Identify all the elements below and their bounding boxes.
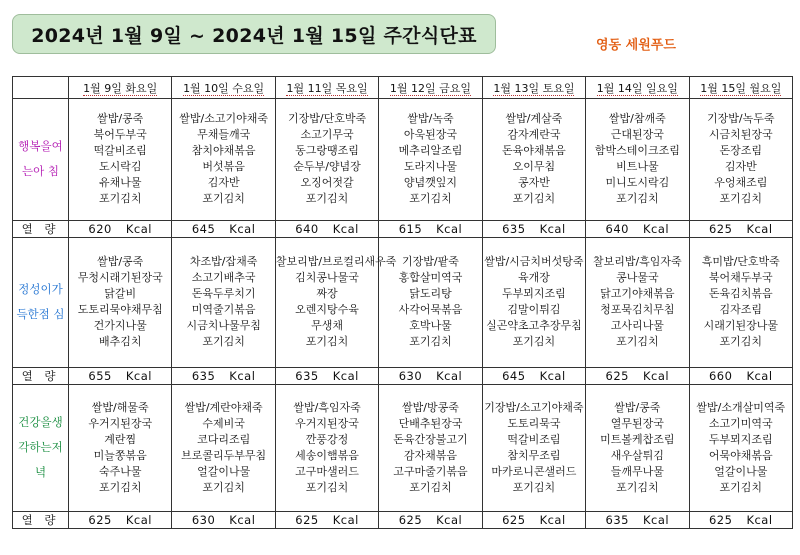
kcal-unit: Kcal	[125, 512, 152, 527]
menu-item: 포기김치	[719, 335, 763, 349]
meal-label-line: 점 심	[38, 307, 65, 322]
menu-item: 메추리알조림	[398, 144, 463, 158]
menu-item: 포기김치	[98, 192, 142, 206]
lunch-menu-cell	[275, 237, 397, 367]
kcal-number: 640	[295, 221, 319, 236]
kcal-unit: Kcal	[125, 221, 152, 236]
menu-item: 떡갈비조림	[507, 432, 561, 446]
kcal-value-cell	[586, 367, 689, 384]
menu-item: 포기김치	[512, 192, 556, 206]
kcal-unit: Kcal	[436, 368, 463, 383]
menu-item: 포기김치	[305, 335, 349, 349]
menu-item: 우거지된장국	[88, 416, 153, 430]
kcal-unit: Kcal	[539, 368, 566, 383]
menu-item: 시금치나물무침	[186, 319, 261, 333]
menu-item: 함박스테이크조림	[594, 144, 680, 158]
kcal-number: 625	[398, 512, 423, 527]
dinner-label	[13, 384, 69, 511]
menu-item: 포기김치	[512, 335, 556, 349]
menu-item: 차조밥/잡채죽	[189, 255, 258, 269]
menu-item: 쌀밥/시금치버섯탕죽	[484, 255, 584, 269]
menu-item: 닭갈비	[104, 287, 137, 301]
menu-item: 도시락김	[98, 160, 142, 174]
menu-item: 떡갈비조림	[93, 144, 147, 158]
kcal-unit: Kcal	[642, 221, 670, 236]
menu-item: 유채나물	[98, 176, 142, 190]
breakfast-menu-cell	[482, 99, 585, 221]
menu-item: 포기김치	[719, 480, 763, 494]
menu-item: 도라지나물	[403, 160, 458, 174]
menu-item: 포기김치	[305, 192, 349, 206]
menu-item: 쌀밥/콩죽	[97, 112, 144, 126]
lunch-menu-cell	[482, 237, 585, 367]
company-name: 영동 세원푸드	[596, 38, 676, 53]
menu-item: 포기김치	[616, 480, 659, 494]
kcal-number: 635	[605, 512, 629, 527]
kcal-number: 635	[191, 368, 216, 383]
menu-item: 양념깻잎지	[403, 176, 458, 190]
kcal-value-cell	[172, 367, 275, 384]
menu-item: 김치콩나물국	[295, 271, 359, 285]
menu-item: 시금치된장국	[708, 128, 773, 142]
dinner-menu-cell	[275, 384, 378, 511]
kcal-value-cell	[482, 220, 585, 237]
menu-item: 숙주나물	[98, 464, 142, 478]
kcal-unit: Kcal	[436, 512, 463, 527]
kcal-value-cell	[172, 511, 275, 528]
menu-item: 돈장조림	[719, 144, 763, 158]
kcal-value-cell	[275, 367, 378, 384]
menu-item: 고구마줄기볶음	[393, 464, 468, 478]
kcal-unit: Kcal	[436, 221, 463, 236]
kcal-unit: Kcal	[229, 512, 256, 527]
menu-item: 포기김치	[512, 480, 556, 494]
kcal-label: 열 량	[13, 220, 69, 237]
menu-item: 포기김치	[616, 192, 659, 206]
menu-item: 시래기된장나물	[703, 319, 778, 333]
menu-item: 마카로니콘샐러드	[491, 464, 577, 478]
kcal-unit: Kcal	[539, 221, 566, 236]
kcal-value-cell	[379, 511, 482, 528]
menu-item: 우거지된장국	[295, 416, 359, 430]
lunch-menu-cell	[689, 237, 792, 367]
kcal-unit: Kcal	[746, 221, 773, 236]
kcal-number: 615	[398, 221, 423, 236]
kcal-value-cell	[586, 220, 689, 237]
day-header: 1월 13일 토요일	[482, 77, 585, 99]
kcal-number: 630	[398, 368, 423, 383]
kcal-number: 625	[708, 512, 733, 527]
menu-item: 포기김치	[409, 335, 452, 349]
menu-item: 도토리묵국	[507, 416, 561, 430]
meal-label-line: 아 침	[33, 164, 59, 179]
menu-item: 돈육두루치기	[191, 287, 256, 301]
menu-item: 고구마샐러드	[295, 464, 359, 478]
menu-item: 미역줄기볶음	[191, 303, 256, 317]
menu-item: 쌀밥/콩죽	[97, 255, 144, 269]
menu-item: 돈육야채볶음	[502, 144, 566, 158]
menu-item: 포기김치	[616, 335, 659, 349]
menu-item: 무채들깨국	[197, 128, 251, 142]
menu-item: 실곤약초고추장무침	[486, 319, 582, 333]
menu-item: 소고기미역국	[708, 416, 773, 430]
lunch-menu-cell	[586, 237, 689, 367]
corner-cell	[13, 77, 69, 99]
day-header: 1월 15일 월요일	[689, 77, 792, 99]
menu-item: 포기김치	[409, 192, 452, 206]
menu-item: 쌀밥/참깨죽	[608, 112, 666, 126]
menu-item: 기장밥/소고기야채죽	[484, 400, 584, 414]
day-header: 1월 14일 일요일	[586, 77, 689, 99]
kcal-value-cell	[689, 367, 792, 384]
kcal-number: 620	[88, 221, 112, 236]
menu-item: 김자조림	[719, 303, 763, 317]
menu-item: 얼갈이나물	[714, 464, 768, 478]
menu-item: 감자계란국	[507, 128, 561, 142]
menu-item: 기장밥/팥죽	[402, 255, 459, 269]
menu-item: 포기김치	[202, 480, 245, 494]
kcal-unit: Kcal	[332, 221, 359, 236]
menu-item: 세송이햄볶음	[295, 448, 359, 462]
menu-item: 근대된장국	[610, 128, 664, 142]
breakfast-row	[13, 99, 793, 221]
lunch-menu-cell	[69, 237, 172, 367]
breakfast-menu-cell	[172, 99, 275, 221]
menu-item: 무생채	[311, 319, 343, 333]
lunch-row	[13, 237, 793, 367]
kcal-unit: Kcal	[746, 512, 773, 527]
menu-item: 두부뫼지조림	[708, 432, 773, 446]
menu-item: 호박나물	[409, 319, 452, 333]
lunch-menu-cell	[172, 237, 275, 367]
menu-item: 열무된장국	[610, 416, 664, 430]
kcal-number: 625	[708, 221, 733, 236]
menu-item: 미늘쫑볶음	[93, 448, 147, 462]
menu-item: 돈육간장불고기	[393, 432, 468, 446]
menu-item: 쌀밥/계란야채죽	[184, 400, 263, 414]
menu-item: 김말이튀김	[507, 303, 561, 317]
kcal-number: 625	[88, 512, 112, 527]
menu-item: 두부뫼지조림	[502, 287, 566, 301]
menu-item: 참치무조림	[507, 448, 561, 462]
dinner-menu-cell	[689, 384, 792, 511]
kcal-value-cell	[275, 220, 378, 237]
menu-item: 포기김치	[719, 192, 763, 206]
kcal-unit: Kcal	[229, 221, 256, 236]
lunch-label	[13, 237, 69, 367]
kcal-value-cell	[69, 220, 172, 237]
kcal-value-cell	[275, 511, 378, 528]
breakfast-kcal-row	[13, 220, 793, 237]
menu-item: 어묵야채볶음	[708, 448, 773, 462]
menu-item: 순두부/양념장	[293, 160, 361, 174]
menu-item: 오징어젓갈	[300, 176, 354, 190]
dinner-menu-cell	[482, 384, 585, 511]
menu-item: 콩나물국	[616, 271, 659, 285]
menu-item: 건가지나물	[93, 319, 147, 333]
menu-item: 계란찜	[104, 432, 137, 446]
menu-item: 우엉채조림	[714, 176, 768, 190]
dinner-menu-cell	[69, 384, 172, 511]
kcal-number: 635	[295, 368, 319, 383]
kcal-number: 635	[502, 221, 526, 236]
meal-label-line: 저 녁	[34, 440, 63, 480]
breakfast-menu-cell	[586, 99, 689, 221]
breakfast-menu-cell	[379, 99, 482, 221]
dinner-menu-cell	[586, 384, 689, 511]
kcal-number: 625	[605, 368, 629, 383]
day-header-row	[13, 77, 793, 99]
menu-item: 수제비국	[202, 416, 245, 430]
menu-item: 청포묵김치무침	[600, 303, 675, 317]
menu-item: 쌀밥/방콩죽	[402, 400, 459, 414]
breakfast-label	[13, 99, 69, 221]
menu-item: 쌀밥/소개살미역죽	[696, 400, 786, 414]
kcal-value-cell	[69, 511, 172, 528]
menu-table	[12, 76, 793, 529]
menu-item: 새우살튀김	[610, 448, 664, 462]
kcal-unit: Kcal	[539, 512, 566, 527]
kcal-unit: Kcal	[125, 368, 152, 383]
menu-item: 짜장	[316, 287, 338, 301]
kcal-unit: Kcal	[332, 368, 359, 383]
kcal-label: 열 량	[13, 367, 69, 384]
menu-item: 포기김치	[202, 192, 245, 206]
kcal-value-cell	[689, 511, 792, 528]
day-header: 1월 11일 목요일	[275, 77, 378, 99]
kcal-value-cell	[379, 367, 482, 384]
menu-item: 김자반	[207, 176, 240, 190]
meal-label-line: 건강을	[18, 415, 52, 430]
kcal-value-cell	[69, 367, 172, 384]
menu-item: 사각어묵볶음	[398, 303, 463, 317]
kcal-value-cell	[379, 220, 482, 237]
meal-label-line: 생각하는	[18, 415, 63, 455]
menu-item: 포기김치	[409, 480, 452, 494]
dinner-kcal-row	[13, 511, 793, 528]
menu-item: 닭고기야채볶음	[600, 287, 675, 301]
menu-item: 돈육김치볶음	[708, 287, 773, 301]
day-header: 1월 12일 금요일	[379, 77, 482, 99]
menu-item: 홍합살미역국	[398, 271, 463, 285]
menu-item: 육개장	[517, 271, 550, 285]
menu-item: 콩자반	[517, 176, 550, 190]
menu-item: 단배추된장국	[398, 416, 463, 430]
kcal-number: 625	[295, 512, 319, 527]
kcal-unit: Kcal	[332, 512, 359, 527]
breakfast-menu-cell	[275, 99, 378, 221]
kcal-label: 열 량	[13, 511, 69, 528]
kcal-value-cell	[689, 220, 792, 237]
day-header: 1월 9일 화요일	[69, 77, 172, 99]
menu-item: 포기김치	[98, 480, 142, 494]
day-header: 1월 10일 수요일	[172, 77, 275, 99]
meal-label-line: 가득한	[16, 282, 63, 322]
kcal-value-cell	[172, 220, 275, 237]
menu-item: 쌀밥/해물죽	[91, 400, 149, 414]
menu-item: 얼갈이나물	[197, 464, 251, 478]
kcal-unit: Kcal	[229, 368, 256, 383]
lunch-kcal-row	[13, 367, 793, 384]
menu-item: 들깨무나물	[610, 464, 664, 478]
menu-item: 오이무침	[512, 160, 556, 174]
meal-label-line: 정성이	[18, 282, 52, 297]
kcal-value-cell	[482, 367, 585, 384]
menu-item: 포기김치	[202, 335, 245, 349]
menu-item: 비트나물	[616, 160, 659, 174]
dinner-menu-cell	[379, 384, 482, 511]
menu-item: 소고기배추국	[191, 271, 256, 285]
menu-item: 쌀밥/소고기야채죽	[179, 112, 268, 126]
menu-item: 감자채볶음	[403, 448, 458, 462]
kcal-unit: Kcal	[642, 368, 670, 383]
menu-item: 무청시래기된장국	[77, 271, 163, 285]
page-title: 2024년 1월 9일 ~ 2024년 1월 15일 주간식단표	[12, 14, 496, 54]
breakfast-menu-cell	[69, 99, 172, 221]
kcal-number: 660	[708, 368, 733, 383]
menu-item: 쌀밥/계살죽	[505, 112, 563, 126]
meal-label-line: 여는	[22, 139, 63, 179]
menu-item: 미니도시락김	[605, 176, 670, 190]
kcal-value-cell	[482, 511, 585, 528]
menu-item: 찰보리밥/브로컬리새우죽	[275, 255, 397, 269]
menu-item: 기장밥/단호박죽	[288, 112, 367, 126]
menu-item: 버섯볶음	[202, 160, 245, 174]
menu-item: 흑미밥/단호박죽	[701, 255, 780, 269]
menu-item: 북어두부국	[93, 128, 147, 142]
kcal-number: 645	[502, 368, 526, 383]
menu-item: 미트볼케찹조림	[600, 432, 675, 446]
kcal-number: 655	[88, 368, 112, 383]
kcal-number: 630	[191, 512, 216, 527]
menu-item: 동그랑땡조림	[295, 144, 359, 158]
menu-item: 닭도리탕	[409, 287, 452, 301]
menu-item: 소고기무국	[300, 128, 354, 142]
menu-item: 포기김치	[305, 480, 349, 494]
dinner-menu-cell	[172, 384, 275, 511]
menu-item: 참치야채볶음	[191, 144, 256, 158]
dinner-row	[13, 384, 793, 511]
menu-item: 기장밥/녹두죽	[707, 112, 775, 126]
meal-label-line: 행복을	[18, 139, 52, 154]
menu-item: 고사리나물	[610, 319, 664, 333]
menu-item: 깐풍강정	[305, 432, 349, 446]
menu-item: 북어채두부국	[708, 271, 773, 285]
menu-item: 쌀밥/콩죽	[614, 400, 661, 414]
kcal-unit: Kcal	[746, 368, 773, 383]
menu-item: 코다리조림	[197, 432, 251, 446]
menu-item: 쌀밥/흑임자죽	[293, 400, 361, 414]
breakfast-menu-cell	[689, 99, 792, 221]
menu-item: 쌀밥/녹죽	[407, 112, 454, 126]
kcal-number: 645	[191, 221, 216, 236]
kcal-number: 625	[502, 512, 526, 527]
menu-item: 오렌지탕수육	[295, 303, 359, 317]
kcal-unit: Kcal	[642, 512, 670, 527]
menu-item: 찰보리밥/흑임자죽	[592, 255, 682, 269]
kcal-number: 640	[605, 221, 629, 236]
kcal-value-cell	[586, 511, 689, 528]
menu-item: 도토리묵야채무침	[77, 303, 163, 317]
menu-item: 아욱된장국	[403, 128, 458, 142]
menu-item: 김자반	[724, 160, 757, 174]
menu-item: 배추김치	[98, 335, 142, 349]
menu-item: 브로콜리두부무침	[181, 448, 267, 462]
